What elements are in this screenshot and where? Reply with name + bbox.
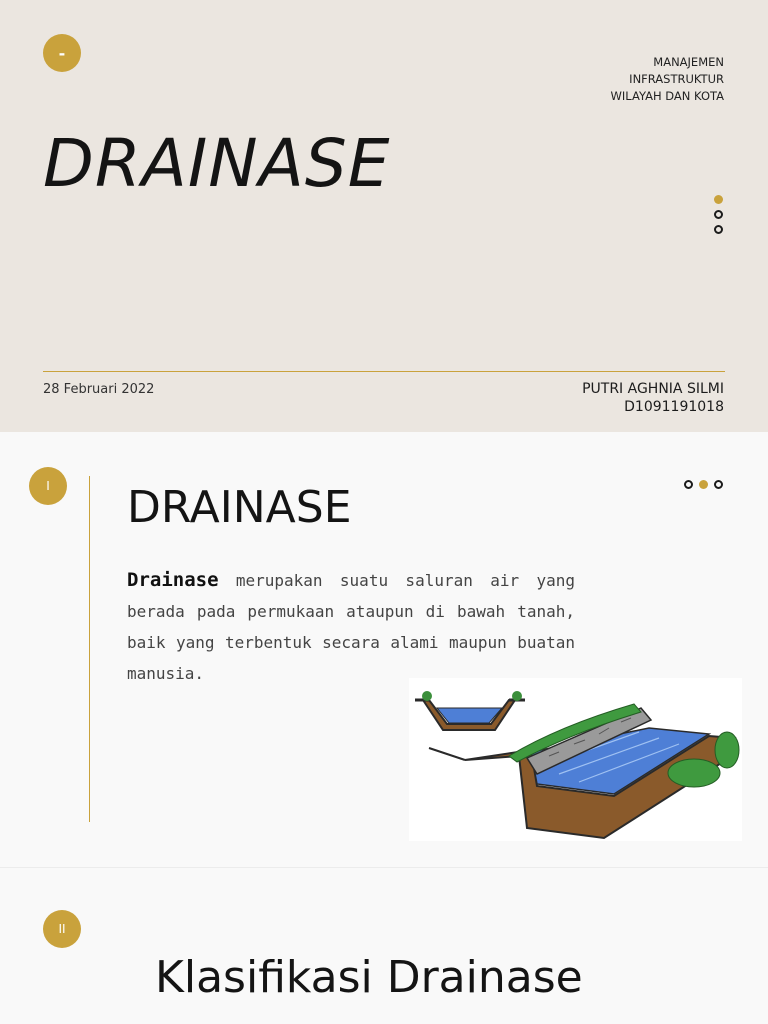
presentation-date: 28 Februari 2022: [43, 382, 155, 397]
vertical-divider: [89, 476, 90, 822]
org-line-1: MANAJEMEN: [653, 55, 724, 69]
dot-ring-icon: [714, 480, 723, 489]
section-title: Klasifikasi Drainase: [155, 952, 583, 1003]
dot-filled-icon: [699, 480, 708, 489]
org-line-3: WILAYAH DAN KOTA: [610, 89, 724, 103]
definition-text: merupakan suatu saluran air yang berada pada permukaan ataupun di bawah tanah, baik yang terbentuk secara alami maupun buatan manusia.: [127, 571, 575, 683]
dot-ring-icon: [714, 225, 723, 234]
organization-label: [611, 54, 724, 105]
classification-slide: [0, 867, 768, 1024]
definition-paragraph: [127, 565, 575, 689]
slide-number-badge: II: [43, 910, 81, 948]
title-slide: [0, 0, 768, 432]
section-title: DRAINASE: [127, 482, 352, 533]
dot-ring-icon: [684, 480, 693, 489]
definition-term: Drainase: [127, 569, 219, 591]
main-title: DRAINASE: [43, 125, 391, 202]
author-block: [582, 380, 724, 416]
drainage-illustration-icon: [409, 678, 742, 841]
author-id: D1091191018: [624, 399, 724, 415]
three-dots-indicator-icon: [714, 195, 726, 240]
dot-ring-icon: [714, 210, 723, 219]
org-line-2: INFRASTRUKTUR: [629, 72, 724, 86]
slide-number-badge: I: [29, 467, 67, 505]
slide-number-badge: -: [43, 34, 81, 72]
drainage-channel-illustration: [409, 678, 742, 841]
author-name: PUTRI AGHNIA SILMI: [582, 381, 724, 397]
dot-filled-icon: [714, 195, 723, 204]
divider: [43, 371, 725, 372]
definition-slide: [0, 432, 768, 867]
three-dots-indicator-icon: [684, 480, 723, 489]
